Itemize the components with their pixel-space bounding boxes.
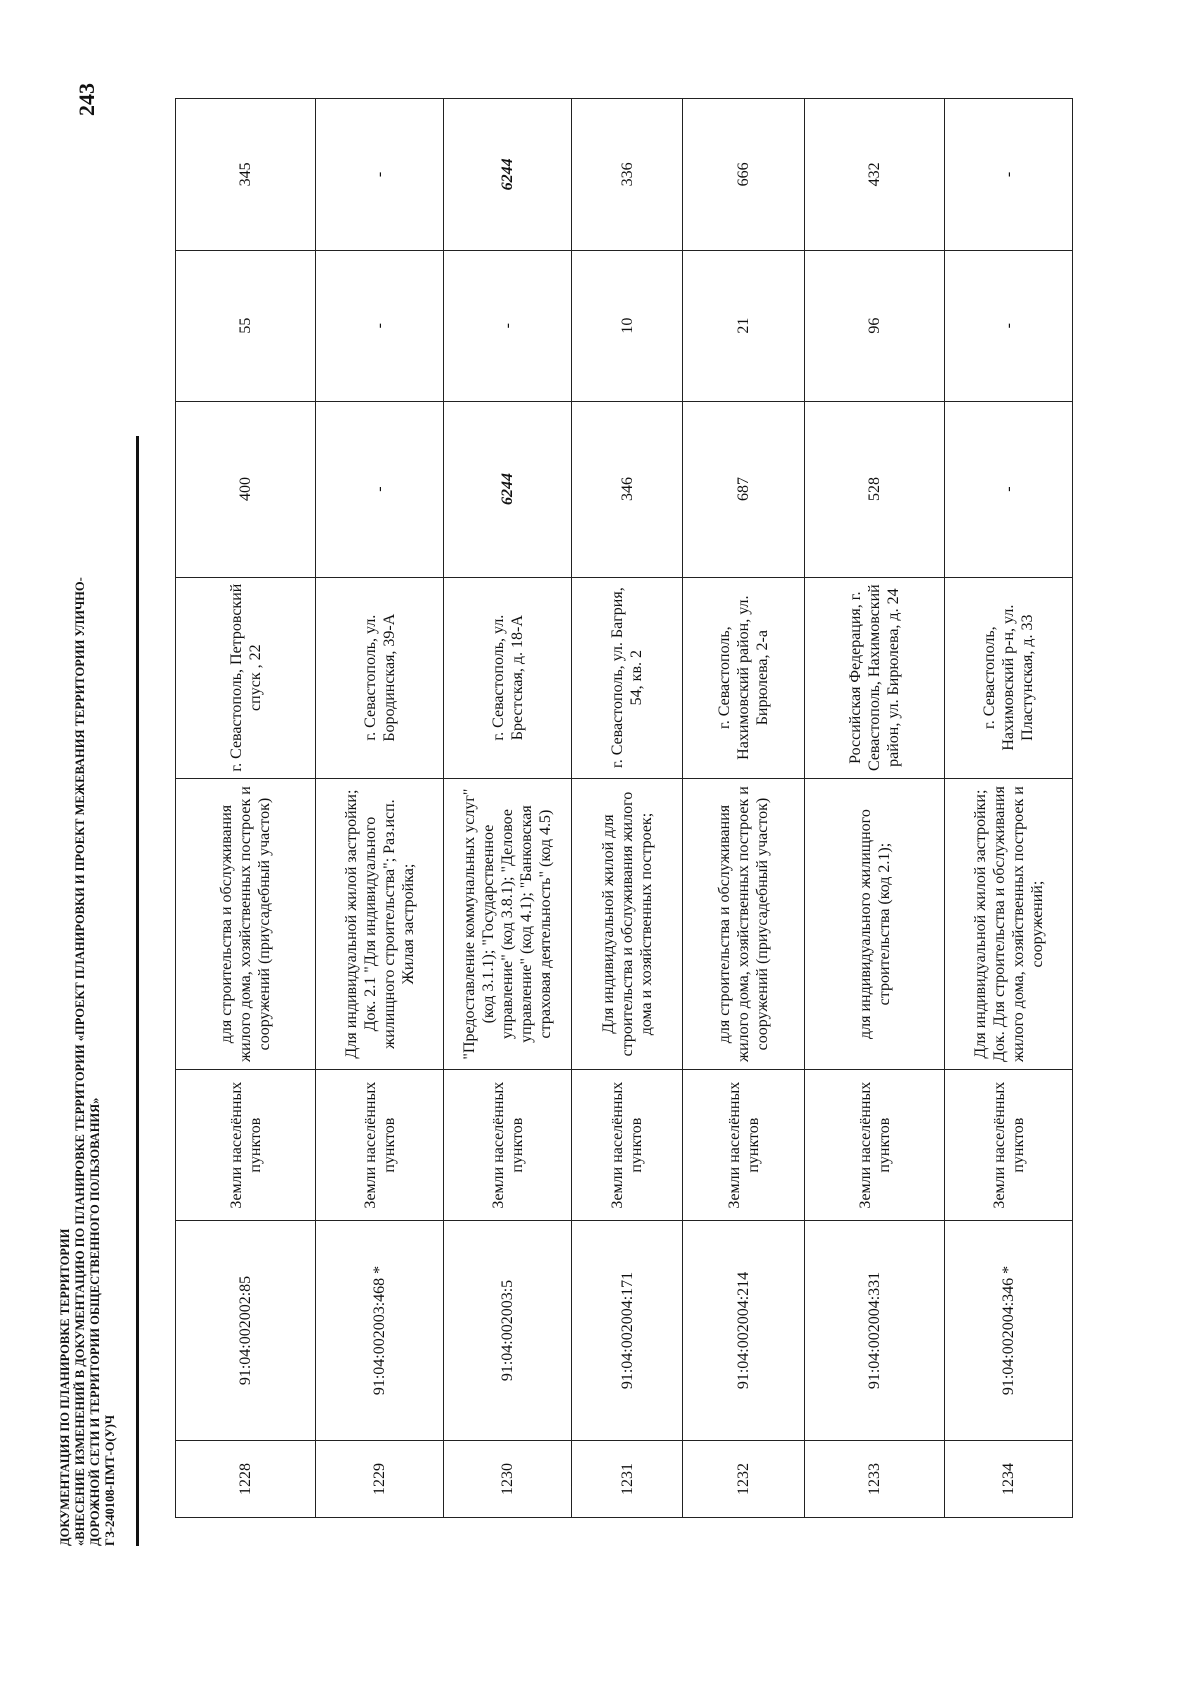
cadastral-number: 91:04:002004:214 (683, 1221, 805, 1441)
table-row (945, 99, 1073, 1518)
land-category: Земли населённых пунктов (683, 1070, 805, 1221)
cadastral-number: 91:04:002004:331 (805, 1221, 945, 1441)
area-value-1: 346 (572, 401, 683, 577)
header-line: ДОРОЖНОЙ СЕТИ И ТЕРРИТОРИИ ОБЩЕСТВЕННОГО ПОЛЬЗОВАНИЯ» (88, 1097, 102, 1546)
document-header (58, 546, 118, 1546)
row-number: 1231 (572, 1441, 683, 1518)
permitted-use: для строительства и обслуживания жилого дома, хозяйственных построек и сооружений (приусадебный участок) (176, 778, 316, 1070)
area-value-3: 432 (805, 99, 945, 251)
cadastral-number: 91:04:002003:5 (444, 1221, 572, 1441)
cadastral-number: 91:04:002002:85 (176, 1221, 316, 1441)
land-category: Земли населённых пунктов (572, 1070, 683, 1221)
area-value-1: 687 (683, 401, 805, 577)
land-category: Земли населённых пунктов (176, 1070, 316, 1221)
row-number: 1228 (176, 1441, 316, 1518)
permitted-use: для строительства и обслуживания жилого дома, хозяйственных построек и сооружений (приусадебный участок) (683, 778, 805, 1070)
address: г. Севастополь, ул. Бородинская, 39-А (316, 577, 444, 778)
permitted-use: Для индивидуальной жилой для строительства и обслуживания жилого дома и хозяйственных построек; (572, 778, 683, 1070)
area-value-1: 400 (176, 401, 316, 577)
land-category: Земли населённых пунктов (945, 1070, 1073, 1221)
table-row (316, 99, 444, 1518)
row-number: 1234 (945, 1441, 1073, 1518)
header-divider (136, 436, 139, 1546)
area-value-3: - (945, 99, 1073, 251)
area-value-1: 528 (805, 401, 945, 577)
page-number: 243 (74, 83, 99, 116)
address: Российская Федерация, г. Севастополь, Нахимовский район, ул. Бирюлева, д. 24 (805, 577, 945, 778)
area-value-2: 96 (805, 250, 945, 401)
permitted-use: Для индивидуальной жилой застройки; Док. 2.1 "Для индивидуального жилищного строительства"; Раз.исп. Жилая застройка; (316, 778, 444, 1070)
area-value-3: - (316, 99, 444, 251)
table-row (805, 99, 945, 1518)
header-line: ГЗ-240108-ПМТ-О(У)Ч (103, 1414, 117, 1546)
permitted-use: для индивидуального жилищного строительства (код 2.1); (805, 778, 945, 1070)
row-number: 1230 (444, 1441, 572, 1518)
area-value-3: 336 (572, 99, 683, 251)
area-value-2: - (444, 250, 572, 401)
address: г. Севастополь, Нахимовский район, ул. Бирюлева, 2-а (683, 577, 805, 778)
row-number: 1232 (683, 1441, 805, 1518)
area-value-1: - (945, 401, 1073, 577)
address: г. Севастополь, ул. Багрия, 54, кв. 2 (572, 577, 683, 778)
land-plots-table (175, 98, 1073, 1518)
header-line: «ВНЕСЕНИЕ ИЗМЕНЕНИЙ В ДОКУМЕНТАЦИЮ ПО ПЛАНИРОВКЕ ТЕРРИТОРИИ «ПРОЕКТ ПЛАНИРОВКИ И ПРОЕКТ МЕЖЕВАНИЯ ТЕРРИТОРИИ УЛИЧНО- (73, 577, 87, 1546)
permitted-use: "Предоставление коммунальных услуг" (код 3.1.1); "Государственное управление" (код 3.8.1); "Деловое управление" (код 4.1); "Банковская страховая деятельность" (код 4.5) (444, 778, 572, 1070)
area-value-2: - (945, 250, 1073, 401)
land-category: Земли населённых пунктов (444, 1070, 572, 1221)
row-number: 1229 (316, 1441, 444, 1518)
row-number: 1233 (805, 1441, 945, 1518)
cadastral-number: 91:04:002003:468 * (316, 1221, 444, 1441)
permitted-use: Для индивидуальной жилой застройки; Док. Для строительства и обслуживания жилого дома, хозяйственных построек и сооружений; (945, 778, 1073, 1070)
area-value-3: 666 (683, 99, 805, 251)
address: г. Севастополь, Нахимовский р-н, ул. Пластунская, д. 33 (945, 577, 1073, 778)
land-category: Земли населённых пунктов (316, 1070, 444, 1221)
address: г. Севастополь, ул. Брестская, д. 18-А (444, 577, 572, 778)
table-row (176, 99, 316, 1518)
cadastral-number: 91:04:002004:346 * (945, 1221, 1073, 1441)
cadastral-number: 91:04:002004:171 (572, 1221, 683, 1441)
header-line: ДОКУМЕНТАЦИЯ ПО ПЛАНИРОВКЕ ТЕРРИТОРИИ (58, 1228, 72, 1546)
address: г. Севастополь, Петровский спуск , 22 (176, 577, 316, 778)
table-row (572, 99, 683, 1518)
land-category: Земли населённых пунктов (805, 1070, 945, 1221)
area-value-2: - (316, 250, 444, 401)
area-value-2: 21 (683, 250, 805, 401)
area-value-2: 10 (572, 250, 683, 401)
area-value-3: 6244 (444, 99, 572, 251)
area-value-1: 6244 (444, 401, 572, 577)
area-value-2: 55 (176, 250, 316, 401)
table-row (444, 99, 572, 1518)
area-value-1: - (316, 401, 444, 577)
table-row (683, 99, 805, 1518)
area-value-3: 345 (176, 99, 316, 251)
